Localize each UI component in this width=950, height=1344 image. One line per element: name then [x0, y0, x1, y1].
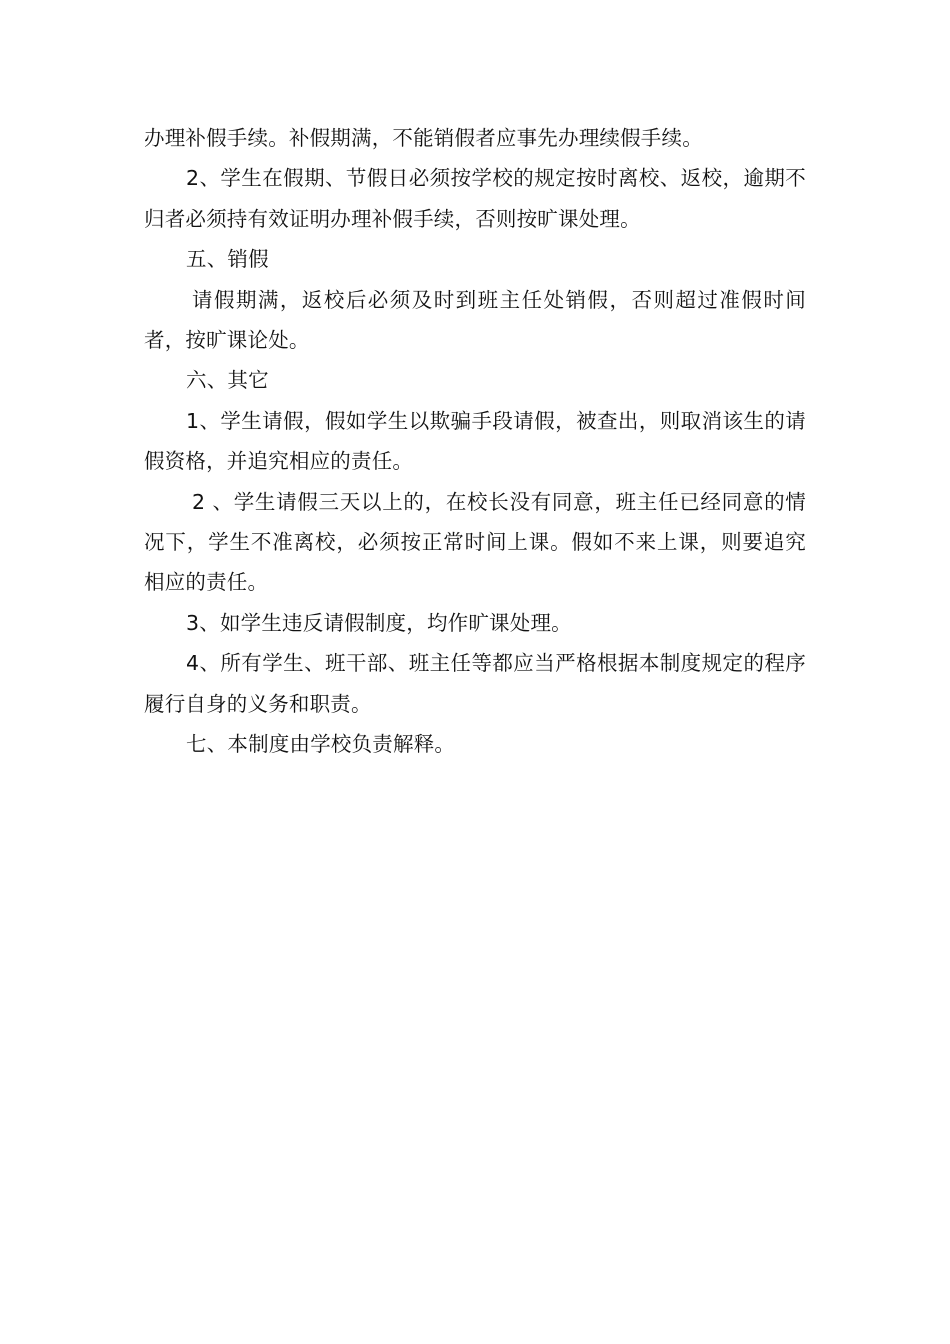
section-heading-interpretation: 七、本制度由学校负责解释。 — [186, 732, 456, 757]
paragraph-other-2: 2 、学生请假三天以上的，在校长没有同意，班主任已经同意的情况下，学生不准离校，必须按正常时间上课。假如不来上课，则要追究相应的责任。 — [144, 489, 806, 595]
section-heading-other: 六、其它 — [186, 368, 269, 393]
document-body — [144, 118, 806, 765]
paragraph-other-4: 4、所有学生、班干部、班主任等都应当严格根据本制度规定的程序履行自身的义务和职责。 — [144, 651, 806, 716]
paragraph-cancel-leave: 请假期满，返校后必须及时到班主任处销假，否则超过准假时间者，按旷课论处。 — [144, 287, 806, 353]
paragraph-rule-4-2: 2、学生在假期、节假日必须按学校的规定按时离校、返校，逾期不归者必须持有效证明办理补假手续，否则按旷课处理。 — [144, 166, 806, 231]
section-heading-cancel-leave: 五、销假 — [186, 247, 269, 272]
paragraph-other-3: 3、如学生违反请假制度，均作旷课处理。 — [186, 610, 572, 635]
paragraph-continuation: 办理补假手续。补假期满，不能销假者应事先办理续假手续。 — [144, 126, 703, 150]
paragraph-other-1: 1、学生请假，假如学生以欺骗手段请假，被查出，则取消该生的请假资格，并追究相应的责任。 — [144, 408, 806, 474]
